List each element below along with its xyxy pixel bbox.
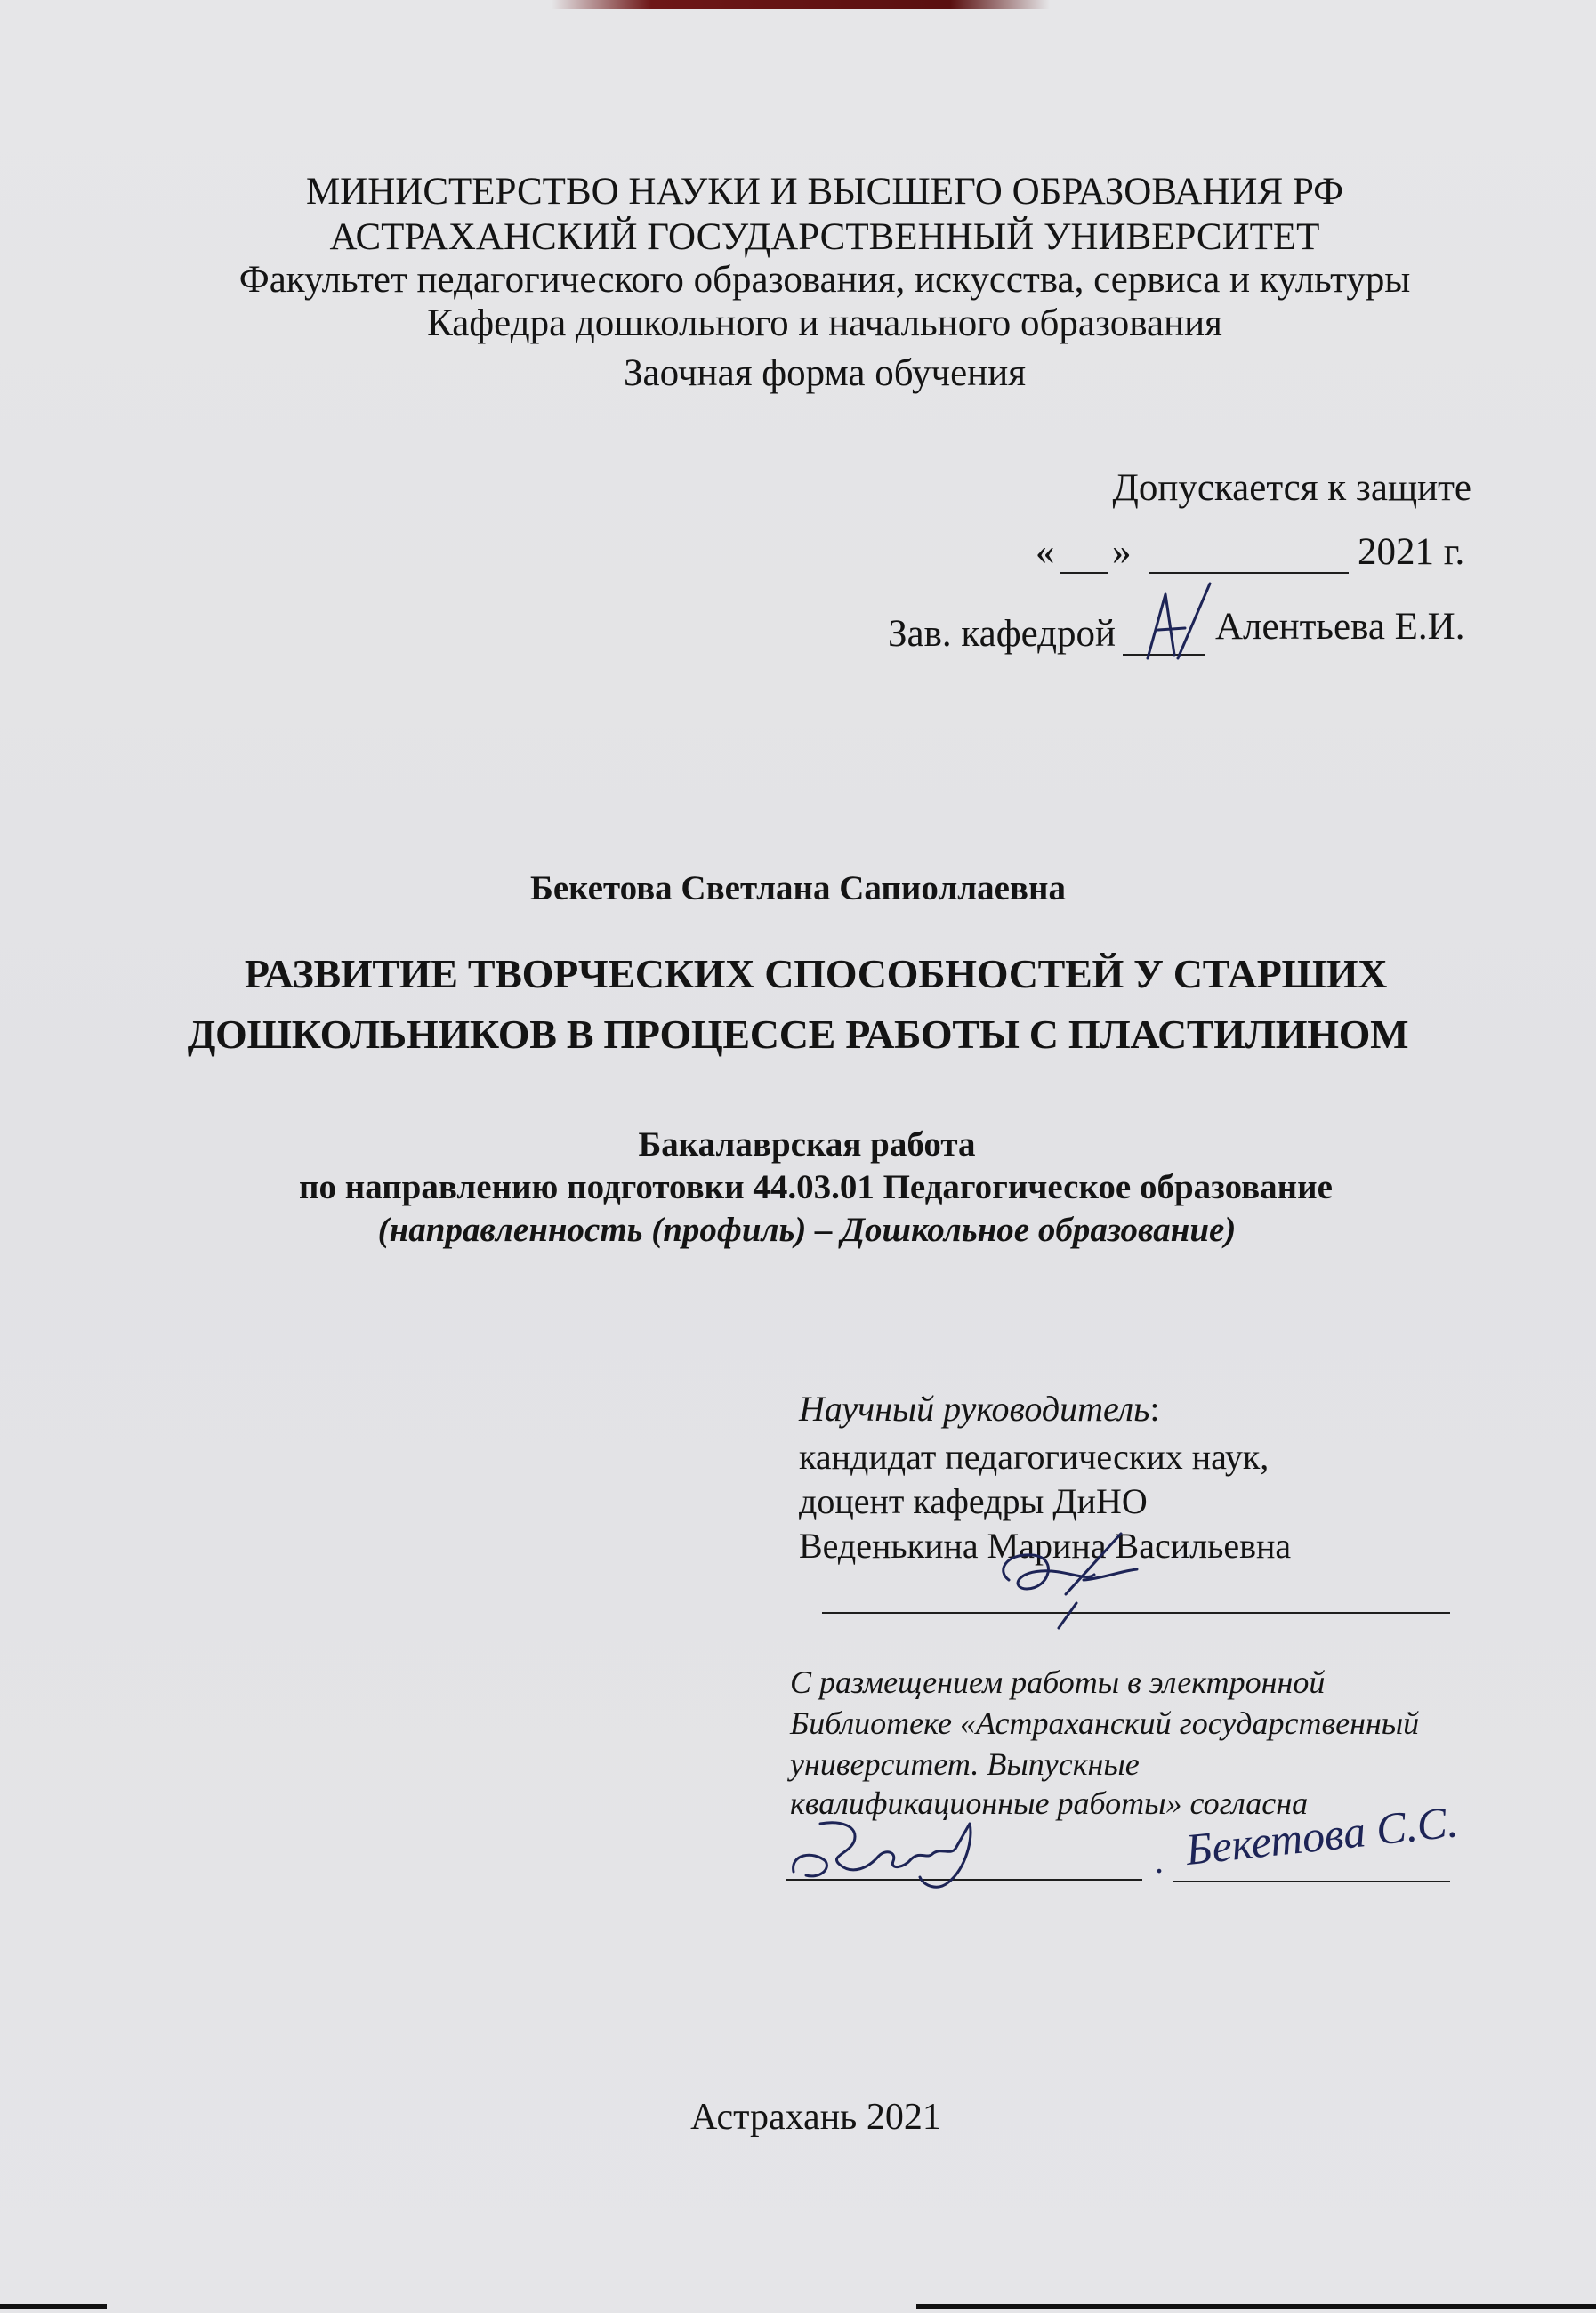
supervisor-position: доцент кафедры ДиНО	[799, 1481, 1148, 1521]
consent-name-line	[1173, 1881, 1450, 1882]
supervisor-label: Научный руководитель	[799, 1389, 1150, 1429]
head-signature	[1123, 576, 1221, 674]
supervisor-name: Веденькина Марина Васильевна	[799, 1526, 1292, 1566]
head-name: Алентьева Е.И.	[1215, 606, 1465, 648]
date-open-quote: «	[1036, 531, 1055, 573]
consent-line-4: квалификационные работы» согласна	[790, 1785, 1309, 1821]
department-line: Кафедра дошкольного и начального образования	[427, 302, 1222, 344]
date-close-quote: »	[1112, 531, 1132, 573]
admitted-label: Допускается к защите	[1112, 467, 1471, 509]
title-line-1: РАЗВИТИЕ ТВОРЧЕСКИХ СПОСОБНОСТЕЙ У СТАРШИХ	[244, 951, 1388, 996]
university-line: АСТРАХАНСКИЙ ГОСУДАРСТВЕННЫЙ УНИВЕРСИТЕТ	[329, 216, 1320, 258]
faculty-line: Факультет педагогического образования, искусства, сервиса и культуры	[238, 259, 1411, 301]
date-day-blank	[1060, 572, 1108, 574]
ministry-line: МИНИСТЕРСТВО НАУКИ И ВЫСШЕГО ОБРАЗОВАНИЯ РФ	[305, 171, 1344, 213]
consent-signature	[786, 1806, 1009, 1904]
author-name: Бекетова Светлана Сапиоллаевна	[530, 869, 1066, 907]
date-month-blank	[1149, 572, 1349, 574]
consent-line-3: университет. Выпускные	[790, 1746, 1140, 1782]
consent-signature-name: Бекетова С.С.	[1183, 1796, 1461, 1875]
city-year: Астрахань 2021	[690, 2097, 941, 2138]
scan-edge-bottom-left	[0, 2304, 107, 2309]
supervisor-degree: кандидат педагогических наук,	[799, 1437, 1270, 1477]
supervisor-label-colon: :	[1149, 1389, 1160, 1429]
consent-line-1: С размещением работы в электронной	[790, 1664, 1326, 1700]
work-type: Бакалаврская работа	[638, 1125, 976, 1164]
supervisor-label-row	[799, 1388, 1160, 1430]
head-label: Зав. кафедрой	[888, 613, 1116, 655]
consent-line-2: Библиотеке «Астраханский государственный	[790, 1705, 1420, 1741]
date-year: 2021 г.	[1358, 531, 1465, 573]
scan-edge-top	[552, 0, 1050, 9]
study-form-line: Заочная форма обучения	[624, 352, 1026, 394]
work-profile: (направленность (профиль) – Дошкольное образование)	[377, 1211, 1237, 1249]
scan-edge-bottom-right	[916, 2304, 1596, 2309]
work-direction: по направлению подготовки 44.03.01 Педагогическое образование	[299, 1168, 1333, 1206]
supervisor-signature	[987, 1518, 1148, 1633]
consent-separator: .	[1155, 1841, 1164, 1881]
title-line-2: ДОШКОЛЬНИКОВ В ПРОЦЕССЕ РАБОТЫ С ПЛАСТИЛИНОМ	[187, 1011, 1409, 1057]
